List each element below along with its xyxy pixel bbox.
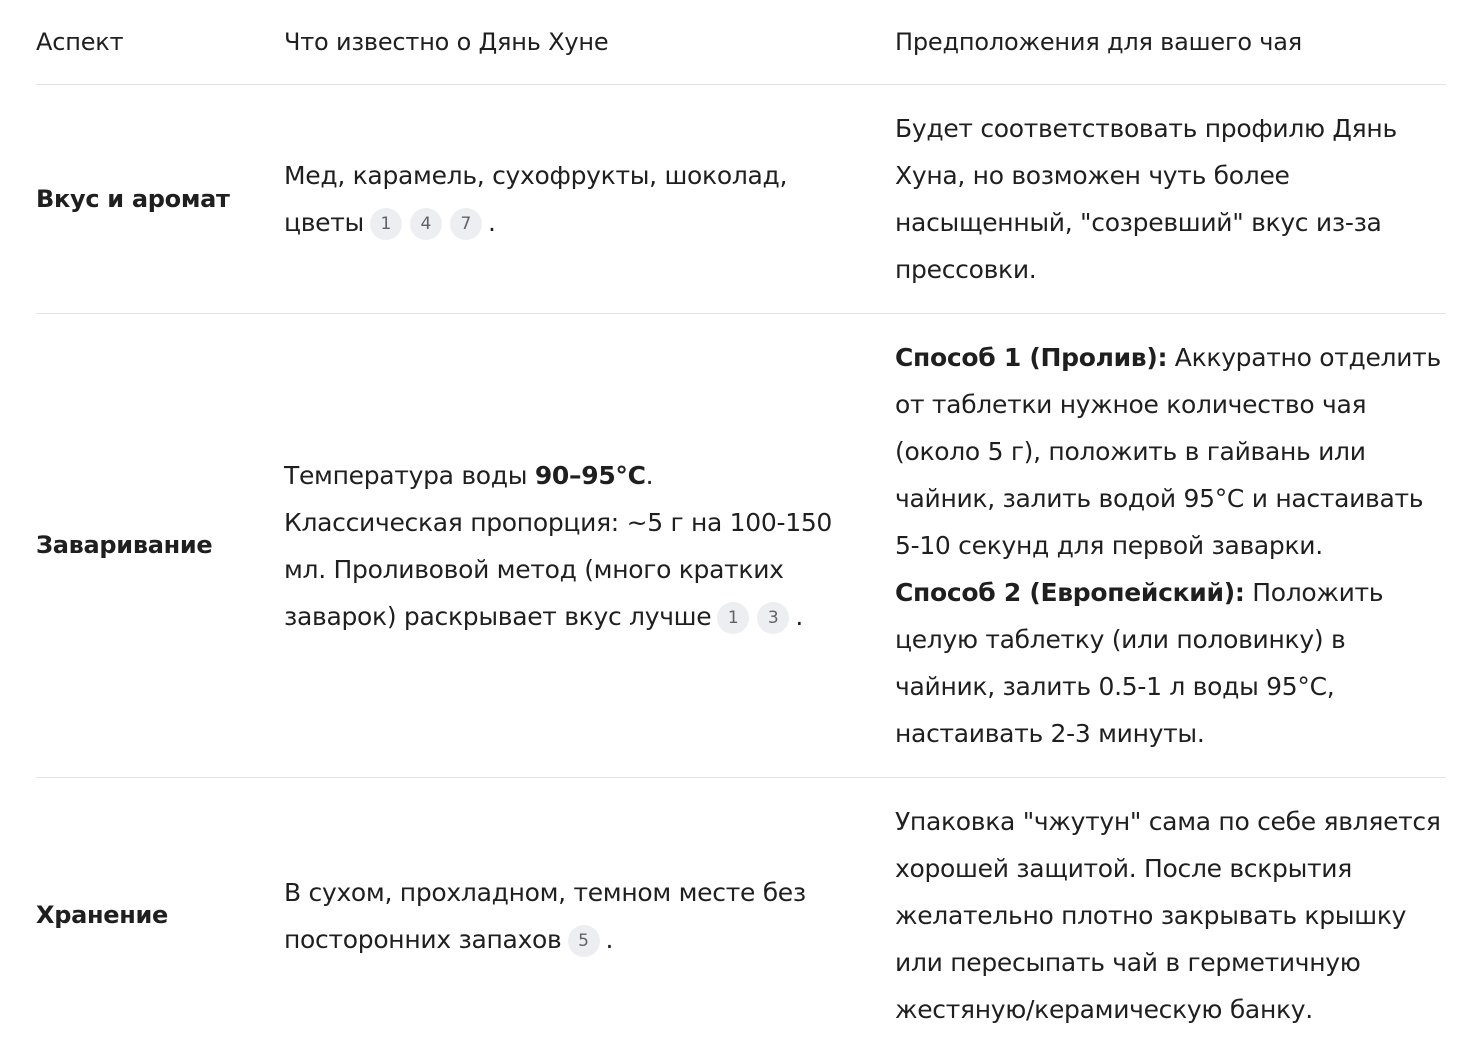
citation-badge[interactable]: 3	[757, 602, 789, 634]
row-assumption-cell	[895, 85, 1446, 314]
row-aspect-label: Вкус и аромат	[36, 85, 284, 314]
table-header-row	[36, 0, 1446, 85]
row-assumption-cell	[895, 778, 1446, 1053]
method2-text: Положить целую таблетку (или половинку) в чайник, залить 0.5-1 л воды 95°C, настаивать 2-3 минуты.	[895, 578, 1383, 748]
row-aspect-label: Хранение	[36, 778, 284, 1053]
known-temp-prefix: Температура воды	[284, 461, 535, 490]
row-known-cell	[284, 314, 895, 778]
method1-text: Аккуратно отделить от таблетки нужное количество чая (около 5 г), положить в гайвань или чайник, залить водой 95°C и настаивать 5-10 секунд для первой заварки.	[895, 343, 1441, 560]
known-text: В сухом, прохладном, темном месте без посторонних запахов	[284, 878, 806, 954]
comparison-table	[36, 0, 1446, 1053]
comparison-table-container	[36, 0, 1446, 1053]
citation-badge[interactable]: 1	[370, 208, 402, 240]
method2-label: Способ 2 (Европейский):	[895, 578, 1245, 607]
period: .	[488, 208, 496, 237]
citation-badge[interactable]: 1	[717, 602, 749, 634]
header-known: Что известно о Дянь Хуне	[284, 0, 895, 85]
period: .	[795, 602, 803, 631]
row-assumption-cell	[895, 314, 1446, 778]
citation-badge[interactable]: 7	[450, 208, 482, 240]
table-row	[36, 85, 1446, 314]
header-aspect: Аспект	[36, 0, 284, 85]
citation-badge[interactable]: 5	[568, 925, 600, 957]
period: .	[606, 925, 614, 954]
method1-label: Способ 1 (Пролив):	[895, 343, 1167, 372]
table-row	[36, 314, 1446, 778]
known-temp-value: 90–95°C	[535, 461, 646, 490]
known-text: Мед, карамель, сухофрукты, шоколад, цветы	[284, 161, 787, 237]
header-assumptions: Предположения для вашего чая	[895, 0, 1446, 85]
known-temp-suffix: .	[646, 461, 654, 490]
table-row	[36, 778, 1446, 1053]
assumption-text: Будет соответствовать профилю Дянь Хуна, но возможен чуть более насыщенный, "созревший" вкус из-за прессовки.	[895, 114, 1397, 284]
row-known-cell	[284, 85, 895, 314]
assumption-text: Упаковка "чжутун" сама по себе является хорошей защитой. После вскрытия желательно плотно закрывать крышку или пересыпать чай в герметичную жестяную/керамическую банку.	[895, 807, 1441, 1024]
row-aspect-label: Заваривание	[36, 314, 284, 778]
row-known-cell	[284, 778, 895, 1053]
known-text: Классическая пропорция: ~5 г на 100-150 мл. Проливовой метод (много кратких заварок) раскрывает вкус лучше	[284, 508, 832, 631]
citation-badge[interactable]: 4	[410, 208, 442, 240]
